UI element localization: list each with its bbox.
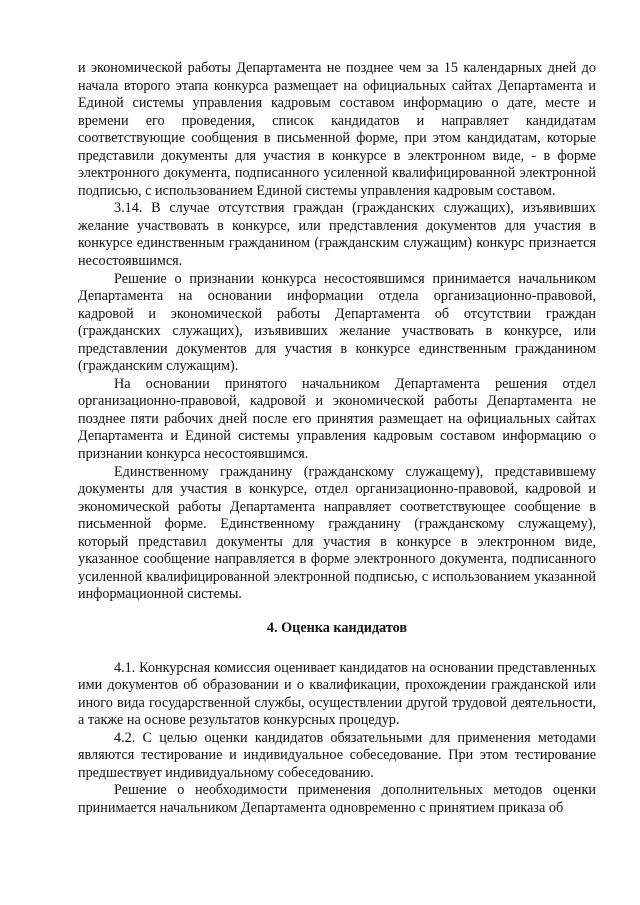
document-page [78, 60, 596, 817]
paragraph-4-2: 4.2. С целью оценки кандидатов обязательными для применения методами являются тестирование и индивидуальное собеседование. При этом тестирование предшествует индивидуальному собеседованию. [78, 729, 596, 781]
paragraph-single-candidate: Единственному гражданину (гражданскому служащему), представившему документы для участия в конкурсе, отдел организационно-правовой, кадровой и экономической работы Департамента направляет соответствующее сообщение в письменной форме. Единственному гражданину (гражданскому служащему), который представил документы для участия в конкурсе в электронном виде, указанное сообщение направляется в форме электронного документа, подписанного усиленной квалифицированной электронной подписью, с использованием указанной информационной системы. [78, 463, 596, 603]
paragraph-publication: На основании принятого начальником Департамента решения отдел организационно-правовой, кадровой и экономической работы Департамента не позднее пяти рабочих дней после его принятия размещает на официальных сайтах Департамента и Единой системы управления кадровым составом информацию о признании конкурса несостоявшимся. [78, 375, 596, 463]
paragraph-additional-methods: Решение о необходимости применения дополнительных методов оценки принимается начальником Департамента одновременно с принятием приказа об [78, 782, 596, 816]
section-heading: 4. Оценка кандидатов [266, 619, 408, 636]
paragraph-3-14: 3.14. В случае отсутствия граждан (гражданских служащих), изъявивших желание участвовать в конкурсе, или представления документов для участия в конкурсе единственным гражданином (гражданским служащим) конкурс признается несостоявшимся. [78, 200, 596, 270]
paragraph-4-1: 4.1. Конкурсная комиссия оценивает кандидатов на основании представленных ими документов об образовании и о квалификации, прохождении гражданской или иного вида государственной службы, осуществлении другой трудовой деятельности, а также на основе результатов конкурсных процедур. [78, 659, 596, 729]
paragraph-continuation: и экономической работы Департамента не позднее чем за 15 календарных дней до начала второго этапа конкурса размещает на официальных сайтах Департамента и Единой системы управления кадровым составом информацию о дате, месте и времени его проведения, список кандидатов и направляет кандидатам соответствующие сообщения в письменной форме, при этом кандидатам, которые представили документы для участия в конкурсе в электронном виде, - в форме электронного документа, подписанного усиленной квалифицированной электронной подписью, с использованием Единой системы управления кадровым составом. [78, 60, 596, 199]
paragraph-decision: Решение о признании конкурса несостоявшимся принимается начальником Департамента на основании информации отдела организационно-правовой, кадровой и экономической работы Департамента об отсутствии граждан (гражданских служащих), изъявивших желание участвовать в конкурсе, или представлении документов для участия в конкурсе единственным гражданином (гражданским служащим). [78, 270, 596, 375]
